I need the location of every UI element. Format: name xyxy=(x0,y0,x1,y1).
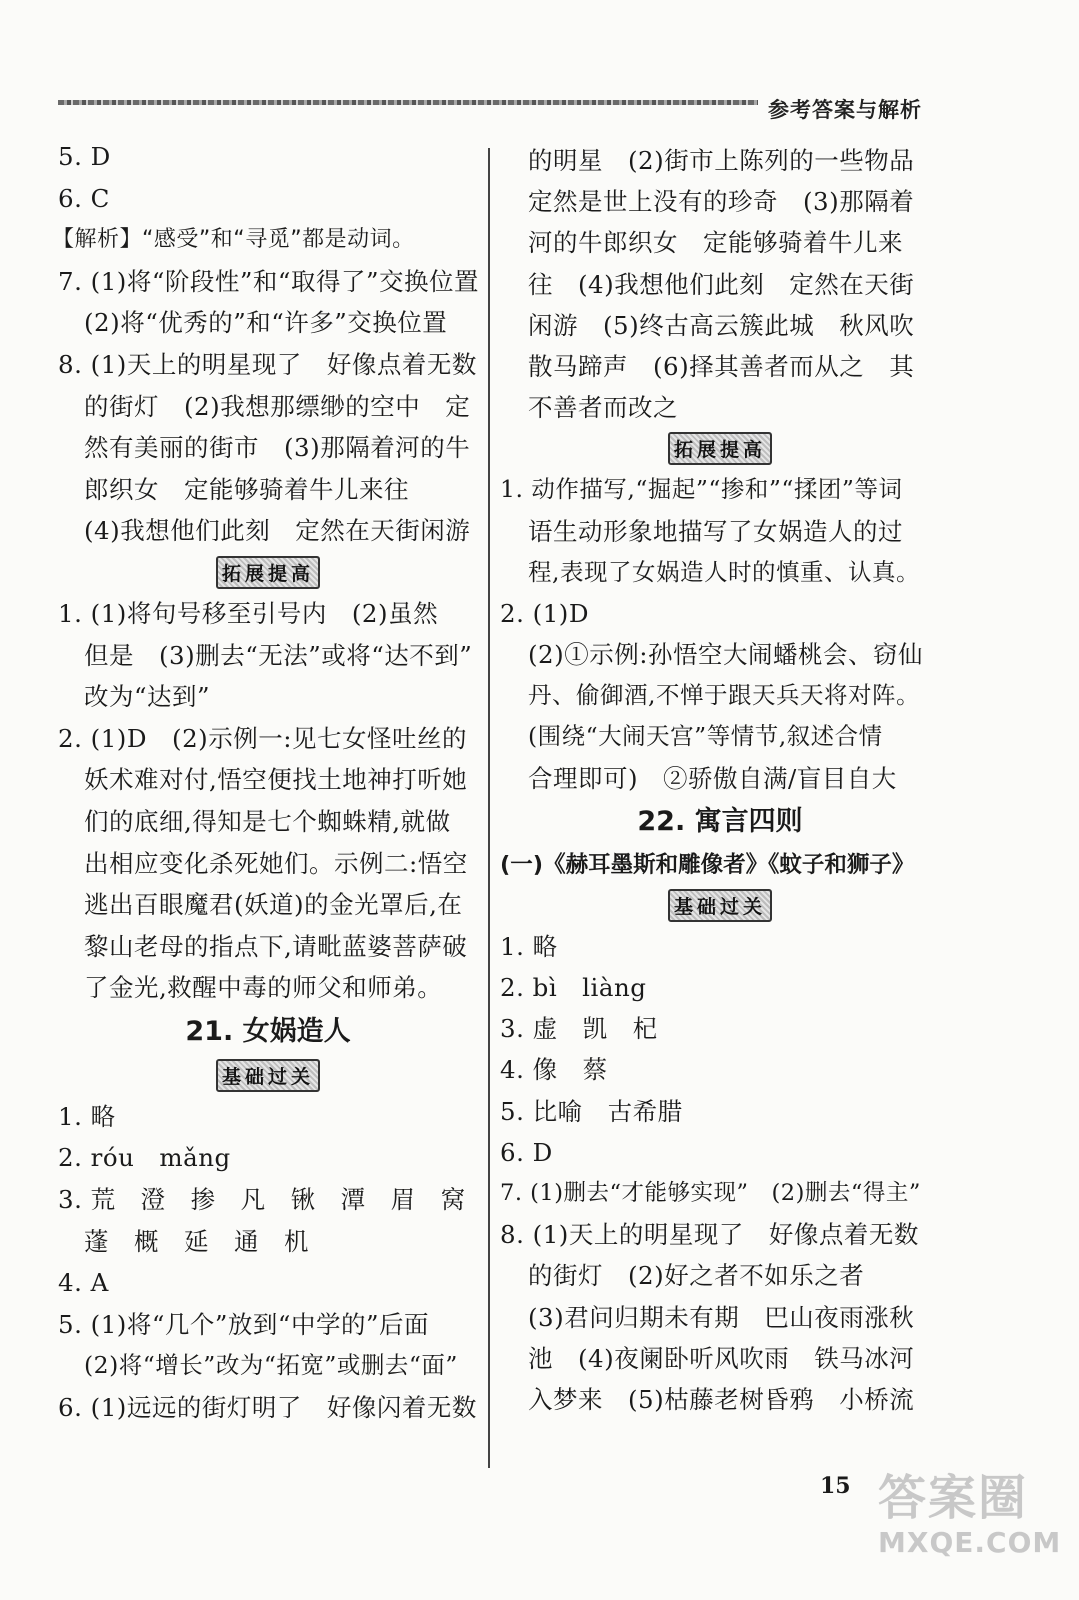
answer-line: 7. (1)将“阶段性”和“取得了”交换位置 xyxy=(58,266,479,296)
answer-line: 5. (1)将“几个”放到“中学的”后面 xyxy=(58,1309,429,1339)
answer-line: 逃出百眼魔君(妖道)的金光罩后,在 xyxy=(84,890,463,920)
lesson-title: 21. 女娲造人 xyxy=(185,1015,351,1047)
answer-line: 语生动形象地描写了女娲造人的过 xyxy=(528,516,903,546)
answer-line: 了金光,救醒中毒的师父和师弟。 xyxy=(84,973,443,1003)
answer-line: 4. 像 蔡 xyxy=(500,1055,608,1085)
header-title: 参考答案与解析 xyxy=(768,98,922,122)
answer-line: 2. róu mǎng xyxy=(58,1143,231,1173)
answer-line: 的街灯 (2)我想那缥缈的空中 定 xyxy=(84,391,471,421)
answer-line: 不善者而改之 xyxy=(528,393,678,423)
answer-line: 3. 虚 凯 杞 xyxy=(500,1014,658,1044)
section-badge-row xyxy=(58,1055,478,1096)
answer-line: 程,表现了女娲造人时的慎重、认真。 xyxy=(528,557,920,586)
answer-line: 改为“达到” xyxy=(84,682,211,712)
section-badge-extension: 拓展提高 xyxy=(668,432,772,465)
answer-line: (2)将“增长”改为“拓宽”或删去“面” xyxy=(84,1351,458,1380)
answer-line: 2. (1)D xyxy=(500,598,590,628)
answer-line: 郎织女 定能够骑着牛儿来往 xyxy=(84,474,409,504)
answer-line: 1. (1)将句号移至引号内 (2)虽然 xyxy=(58,598,439,628)
answer-line: 然有美丽的街市 (3)那隔着河的牛 xyxy=(84,433,471,463)
answer-line: 6. (1)远远的街灯明了 好像闪着无数 xyxy=(58,1393,477,1423)
lesson-title: 22. 寓言四则 xyxy=(637,805,803,837)
answer-line: 定然是世上没有的珍奇 (3)那隔着 xyxy=(528,187,915,217)
answer-line: 2. (1)D (2)示例一:见七女怪吐丝的 xyxy=(58,723,467,753)
answer-line: 合理即可) ②骄傲自满/盲目自大 xyxy=(528,763,897,793)
answer-line: 但是 (3)删去“无法”或将“达不到” xyxy=(84,640,473,670)
answer-line: 4. A xyxy=(58,1268,109,1298)
answer-line: 妖术难对付,悟空便找土地神打听她 xyxy=(84,765,468,795)
answer-line: (3)君问归期未有期 巴山夜雨涨秋 xyxy=(528,1302,915,1332)
answer-line: 河的牛郎织女 定能够骑着牛儿来 xyxy=(528,228,903,258)
answer-line: 5. D xyxy=(58,142,111,171)
answer-line: 的明星 (2)街市上陈列的一些物品 xyxy=(528,146,915,175)
section-badge-extension: 拓展提高 xyxy=(216,556,320,589)
answer-line: 闲游 (5)终古高云簇此城 秋风吹 xyxy=(528,310,915,340)
section-badge-basics: 基础过关 xyxy=(216,1059,320,1092)
right-column xyxy=(500,140,940,1420)
answer-line: 8. (1)天上的明星现了 好像点着无数 xyxy=(500,1220,919,1250)
answer-line: 1. 略 xyxy=(500,931,558,961)
answer-line: 池 (4)夜阑卧听风吹雨 铁马冰河 xyxy=(528,1343,915,1373)
answer-line: 2. bì liàng xyxy=(500,973,647,1002)
answer-line: 7. (1)删去“才能够实现” (2)删去“得主” xyxy=(500,1179,921,1206)
answer-line: 5. 比喻 古希腊 xyxy=(500,1096,683,1126)
answer-line: 们的底细,得知是七个蜘蛛精,就做 xyxy=(84,806,451,836)
answer-line: 的街灯 (2)好之者不如乐之者 xyxy=(528,1261,865,1291)
answer-line: 1. 略 xyxy=(58,1101,116,1131)
answer-line: 8. (1)天上的明星现了 好像点着无数 xyxy=(58,349,477,379)
section-badge-basics: 基础过关 xyxy=(668,889,772,922)
answer-line: 丹、偷御酒,不惮于跟天兵天将对阵。 xyxy=(528,681,920,710)
answer-line: (2)将“优秀的”和“许多”交换位置 xyxy=(84,308,448,338)
answer-line: 蓬 概 延 通 机 xyxy=(84,1226,309,1256)
answer-line: 出相应变化杀死她们。示例二:悟空 xyxy=(84,848,468,878)
answer-line: 黎山老母的指点下,请毗蓝婆菩萨破 xyxy=(84,931,468,961)
page-number: 15 xyxy=(820,1473,851,1499)
header-rule xyxy=(58,100,758,105)
watermark-logo xyxy=(878,1470,1068,1590)
answer-line: 6. D xyxy=(500,1137,553,1167)
answer-line: (2)①示例:孙悟空大闹蟠桃会、窃仙 xyxy=(528,640,923,670)
lesson-subtitle: (一)《赫耳墨斯和雕像者》《蚊子和狮子》 xyxy=(500,851,915,878)
watermark-top-text: 答案圈 xyxy=(878,1470,1029,1526)
answer-line: 入梦来 (5)枯藤老树昏鸦 小桥流 xyxy=(528,1384,915,1414)
answer-line: (4)我想他们此刻 定然在天街闲游 xyxy=(84,516,471,546)
column-divider xyxy=(488,148,490,1468)
answer-line: (围绕“大闹天宫”等情节,叙述合情 xyxy=(528,722,883,751)
section-badge-row xyxy=(500,428,940,469)
left-column xyxy=(52,136,479,1429)
section-badge-row xyxy=(500,885,940,926)
analysis-line: 【解析】“感受”和“寻觅”都是动词。 xyxy=(52,227,415,253)
answer-line: 散马蹄声 (6)择其善者而从之 其 xyxy=(528,351,915,381)
watermark-bottom-text: MXQE.COM xyxy=(878,1526,1062,1559)
answer-line: 3. 荒 澄 掺 凡 锹 潭 眉 窝 xyxy=(58,1185,466,1215)
answer-line: 6. C xyxy=(58,183,110,213)
answer-line: 往 (4)我想他们此刻 定然在天街 xyxy=(528,269,915,299)
section-badge-row xyxy=(58,552,478,593)
answer-line: 1. 动作描写,“掘起”“掺和”“揉团”等词 xyxy=(500,475,903,504)
